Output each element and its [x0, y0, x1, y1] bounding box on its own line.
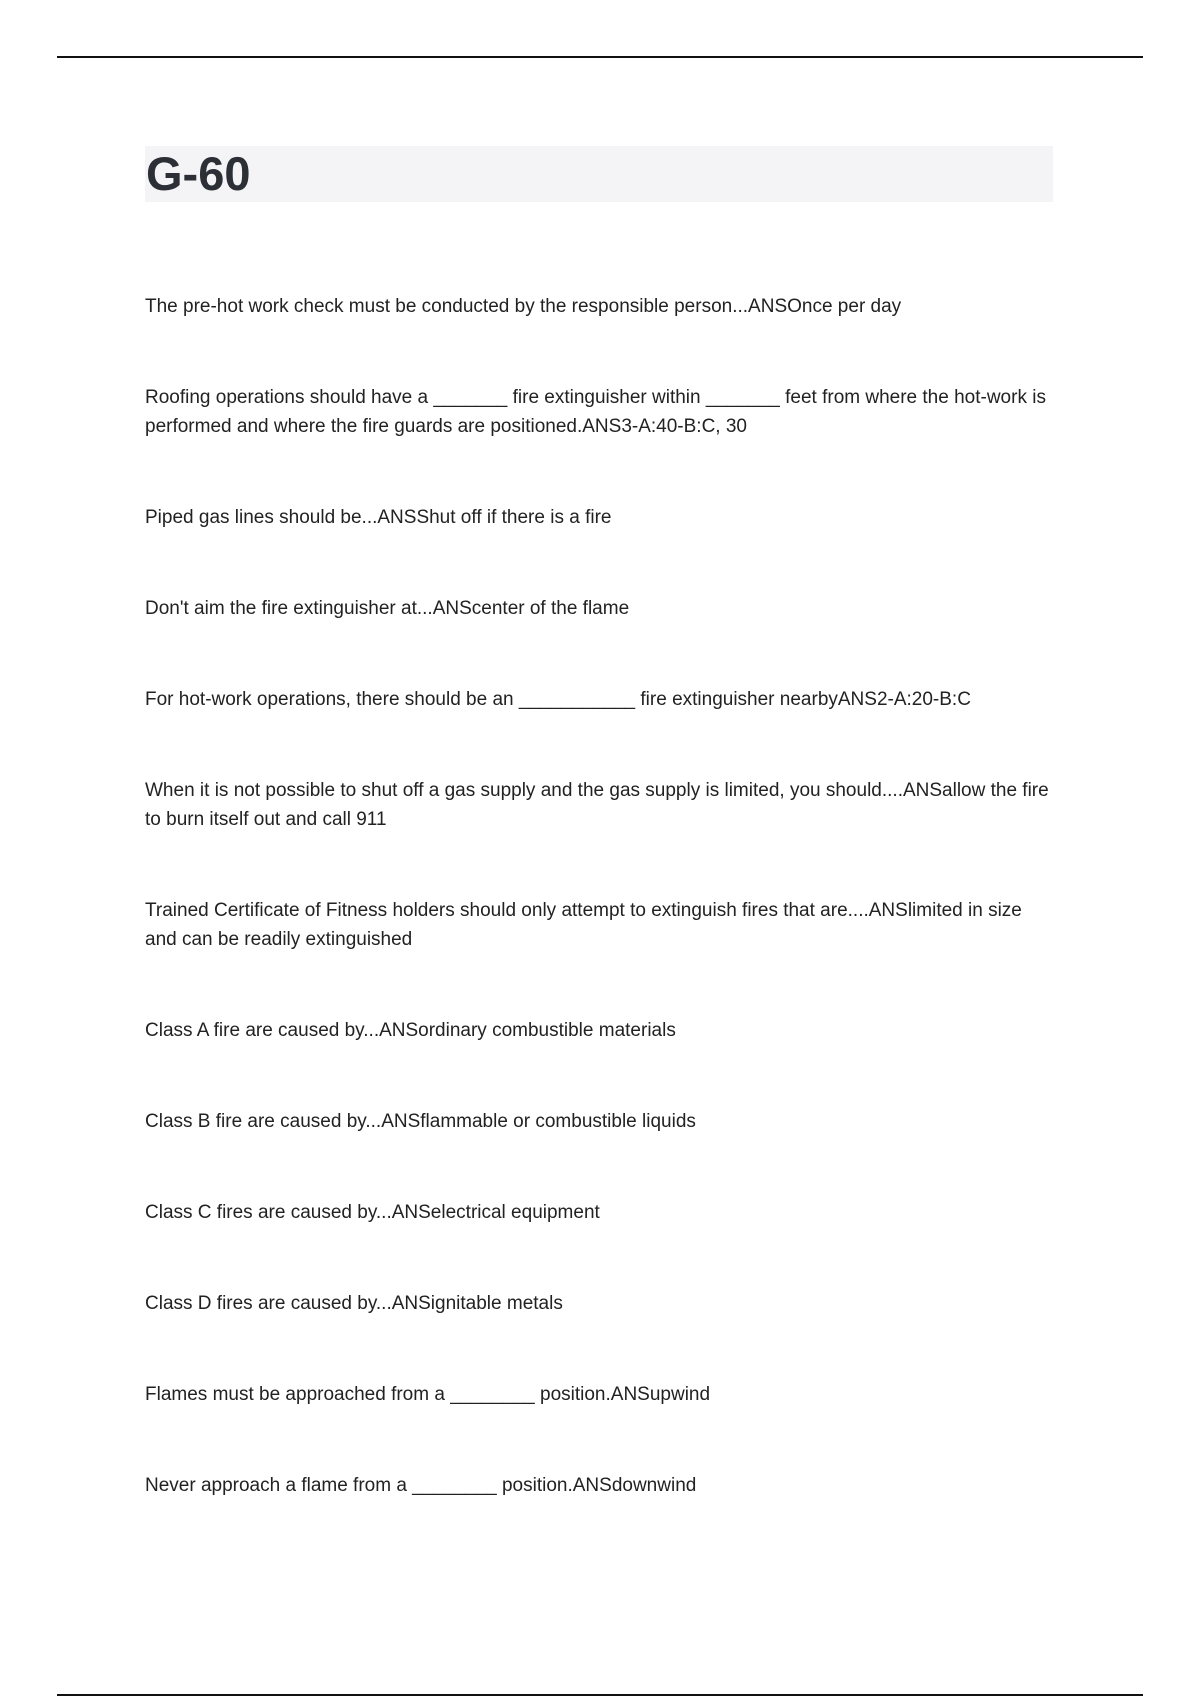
qa-item-6: When it is not possible to shut off a gas supply and the gas supply is limited, you should....ANSallow the fire to burn itself out and call 911	[145, 780, 1049, 830]
qa-item-1: The pre-hot work check must be conducted by the responsible person...ANSOnce per day	[145, 296, 902, 317]
qa-item-7: Trained Certificate of Fitness holders should only attempt to extinguish fires that are....ANSlimited in size and can be readily extinguished	[145, 900, 1022, 950]
qa-item-5: For hot-work operations, there should be an ___________ fire extinguisher nearbyANS2-A:20-B:C	[145, 689, 971, 710]
qa-item-10: Class C fires are caused by...ANSelectrical equipment	[145, 1202, 600, 1223]
qa-item-11: Class D fires are caused by...ANSignitable metals	[145, 1293, 563, 1314]
qa-item-13: Never approach a flame from a ________ position.ANSdownwind	[145, 1475, 697, 1496]
title-band	[145, 146, 1053, 202]
qa-item-12: Flames must be approached from a ________ position.ANSupwind	[145, 1384, 711, 1405]
bottom-rule	[57, 1694, 1143, 1696]
qa-list	[145, 292, 1055, 1500]
top-rule	[57, 56, 1143, 58]
qa-item-8: Class A fire are caused by...ANSordinary combustible materials	[145, 1020, 676, 1041]
qa-item-9: Class B fire are caused by...ANSflammable or combustible liquids	[145, 1111, 696, 1132]
document-title: G-60	[146, 147, 251, 200]
qa-item-2: Roofing operations should have a _______ fire extinguisher within _______ feet from where the hot-work is performed and where the fire guards are positioned.ANS3-A:40-B:C, 30	[145, 387, 1046, 437]
qa-item-4: Don't aim the fire extinguisher at...ANScenter of the flame	[145, 598, 630, 619]
qa-item-3: Piped gas lines should be...ANSShut off if there is a fire	[145, 507, 612, 528]
